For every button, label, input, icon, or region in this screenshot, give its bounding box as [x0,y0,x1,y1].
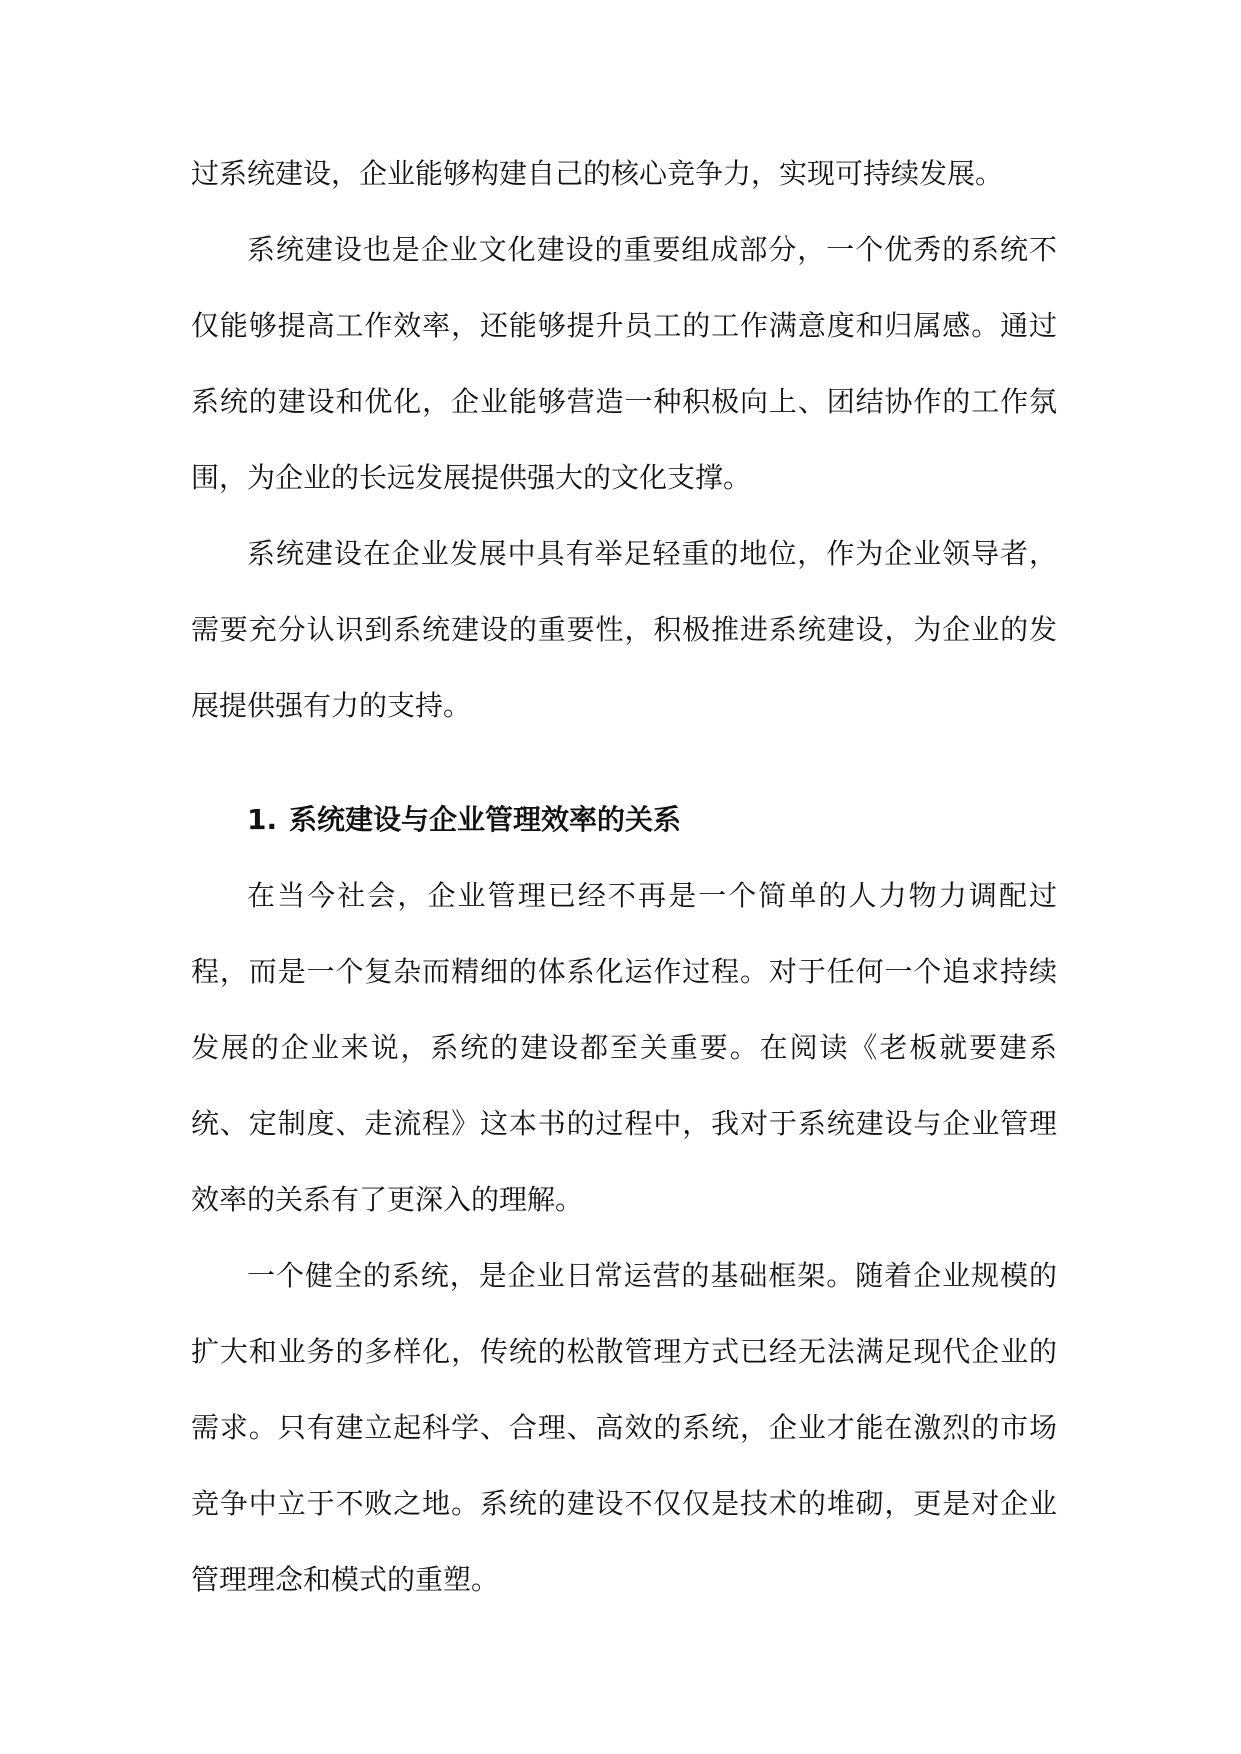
paragraph: 系统建设在企业发展中具有举足轻重的地位，作为企业领导者，需要充分认识到系统建设的重要性，积极推进系统建设，为企业的发展提供强有力的支持。 [191,537,1057,722]
section-heading [191,782,1057,858]
paragraph: 一个健全的系统，是企业日常运营的基础框架。随着企业规模的扩大和业务的多样化，传统的松散管理方式已经无法满足现代企业的需求。只有建立起科学、合理、高效的系统，企业才能在激烈的市场竞争中立于不败之地。系统的建设不仅仅是技术的堆砌，更是对企业管理理念和模式的重塑。 [191,1259,1057,1596]
section-number: 1. [247,803,278,836]
section-title: 系统建设与企业管理效率的关系 [289,803,682,836]
paragraph: 在当今社会，企业管理已经不再是一个简单的人力物力调配过程，而是一个复杂而精细的体系化运作过程。对于任何一个追求持续发展的企业来说，系统的建设都至关重要。在阅读《老板就要建系统、定制度、走流程》这本书的过程中，我对于系统建设与企业管理效率的关系有了更深入的理解。 [191,879,1057,1216]
paragraph-continuation: 过系统建设，企业能够构建自己的核心竞争力，实现可持续发展。 [191,157,1004,190]
paragraph: 系统建设也是企业文化建设的重要组成部分，一个优秀的系统不仅能够提高工作效率，还能够提升员工的工作满意度和归属感。通过系统的建设和优化，企业能够营造一种积极向上、团结协作的工作氛围，为企业的长远发展提供强大的文化支撑。 [191,233,1057,494]
document-page [191,136,1057,1618]
